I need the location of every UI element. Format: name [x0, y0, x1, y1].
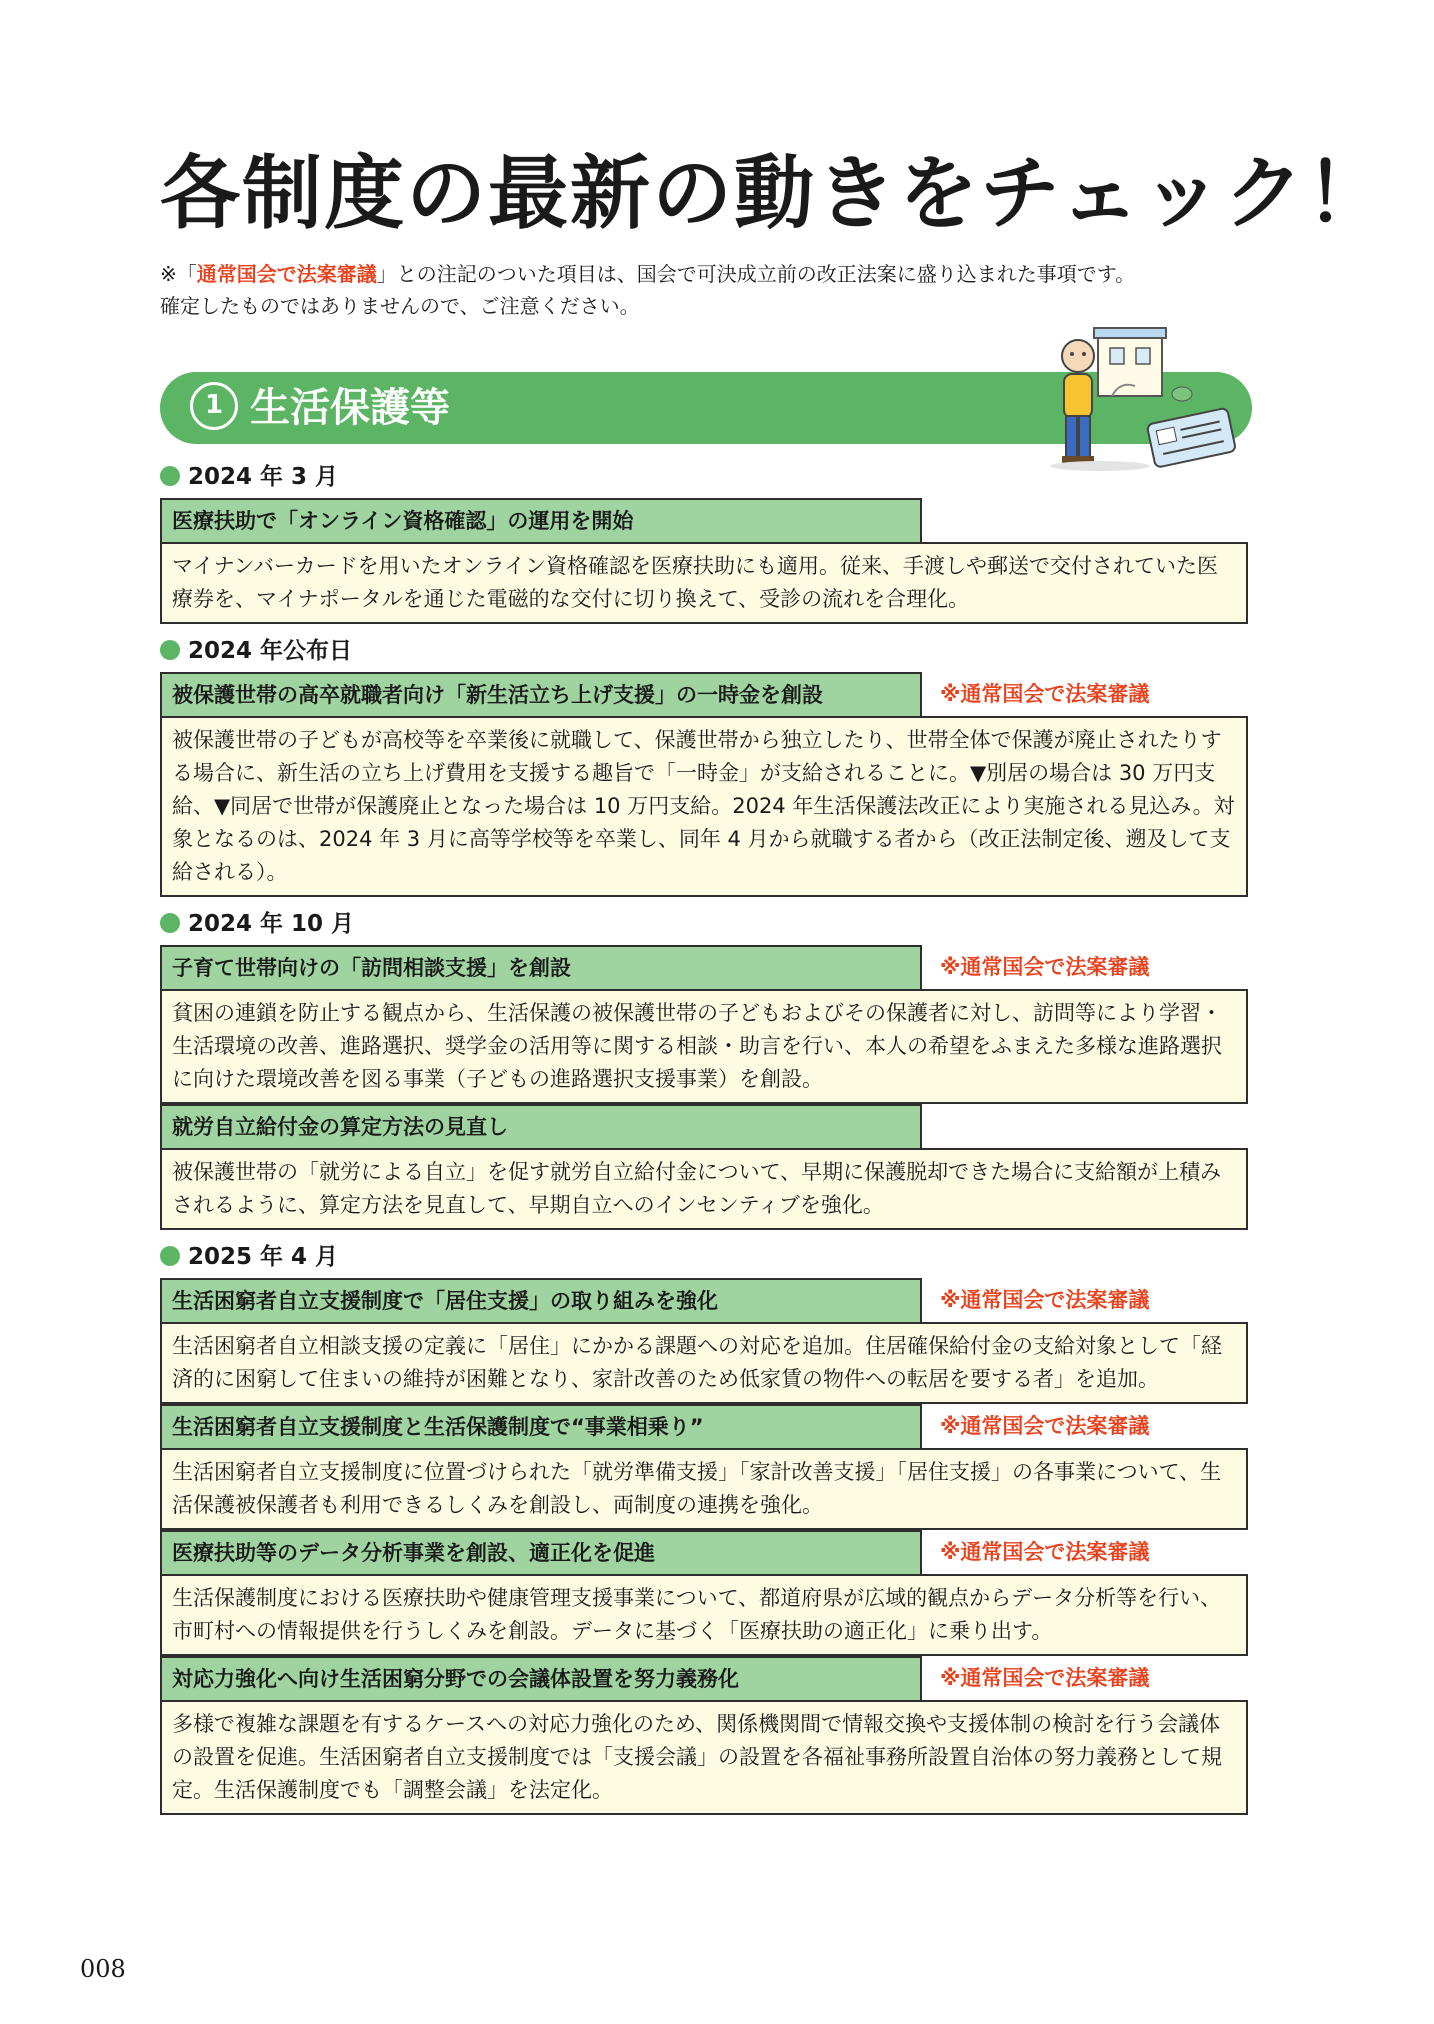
item-body: 多様で複雑な課題を有するケースへの対応力強化のため、関係機関間で情報交換や支援体制の検討を行う会議体の設置を促進。生活困窮者自立支援制度では「支援会議」の設置を各福祉事務所設置自治体の努力義務として規定。生活保護制度でも「調整会議」を法定化。 — [160, 1700, 1248, 1815]
bill-under-review-flag: ※通常国会で法案審議 — [940, 1666, 1150, 1690]
section-title: 1 生活保護等 — [190, 374, 450, 442]
section-number-badge: 1 — [190, 382, 238, 430]
date-label: 2025 年 4 月 — [160, 1240, 1248, 1274]
bullet-dot-icon — [160, 913, 180, 933]
date-label: 2024 年 10 月 — [160, 907, 1248, 941]
item-body: マイナンバーカードを用いたオンライン資格確認を医療扶助にも適用。従来、手渡しや郵送で交付されていた医療券を、マイナポータルを通じた電磁的な交付に切り換えて、受診の流れを合理化。 — [160, 542, 1248, 624]
item-heading: 対応力強化へ向け生活困窮分野での会議体設置を努力義務化 — [160, 1656, 922, 1700]
item-block — [160, 1104, 1248, 1230]
item-heading: 生活困窮者自立支援制度で「居住支援」の取り組みを強化 — [160, 1278, 922, 1322]
notice-text: ※「通常国会で法案審議」との注記のついた項目は、国会で可決成立前の改正法案に盛り込まれた事項です。 確定したものではありませんので、ご注意ください。 — [160, 262, 1136, 318]
item-block — [160, 1656, 1248, 1815]
date-label: 2024 年 3 月 — [160, 460, 1248, 494]
item-heading: 生活困窮者自立支援制度と生活保護制度で“事業相乗り” — [160, 1404, 922, 1448]
item-block — [160, 1404, 1248, 1530]
date-label: 2024 年公布日 — [160, 634, 1248, 668]
notice-highlight: 通常国会で法案審議 — [196, 262, 377, 286]
item-block — [160, 498, 1248, 624]
page-number: 008 — [80, 1955, 126, 1983]
page-title: 各制度の最新の動きをチェック！ — [160, 147, 1388, 240]
item-body: 生活保護制度における医療扶助や健康管理支援事業について、都道府県が広域的観点からデータ分析等を行い、市町村への情報提供を行うしくみを創設。データに基づく「医療扶助の適正化」に乗り出す。 — [160, 1574, 1248, 1656]
bill-under-review-flag: ※通常国会で法案審議 — [940, 1540, 1150, 1564]
bullet-dot-icon — [160, 1246, 180, 1266]
item-heading: 医療扶助で「オンライン資格確認」の運用を開始 — [160, 498, 922, 542]
item-block — [160, 1278, 1248, 1404]
item-body: 被保護世帯の「就労による自立」を促す就労自立給付金について、早期に保護脱却できた場合に支給額が上積みされるように、算定方法を見直して、早期自立へのインセンティブを強化。 — [160, 1148, 1248, 1230]
item-body: 貧困の連鎖を防止する観点から、生活保護の被保護世帯の子どもおよびその保護者に対し、訪問等により学習・生活環境の改善、進路選択、奨学金の活用等に関する相談・助言を行い、本人の希望をふまえた多様な進路選択に向けた環境改善を図る事業（子どもの進路選択支援事業）を創設。 — [160, 989, 1248, 1104]
bill-under-review-flag: ※通常国会で法案審議 — [940, 1288, 1150, 1312]
item-heading: 就労自立給付金の算定方法の見直し — [160, 1104, 922, 1148]
bill-under-review-flag: ※通常国会で法案審議 — [940, 955, 1150, 979]
item-block — [160, 945, 1248, 1104]
item-heading: 子育て世帯向けの「訪問相談支援」を創設 — [160, 945, 922, 989]
item-block — [160, 672, 1248, 897]
bullet-dot-icon — [160, 466, 180, 486]
item-block — [160, 1530, 1248, 1656]
bill-under-review-flag: ※通常国会で法案審議 — [940, 1414, 1150, 1438]
bill-under-review-flag: ※通常国会で法案審議 — [940, 682, 1150, 706]
item-heading: 被保護世帯の高卒就職者向け「新生活立ち上げ支援」の一時金を創設 — [160, 672, 922, 716]
bullet-dot-icon — [160, 640, 180, 660]
item-heading: 医療扶助等のデータ分析事業を創設、適正化を促進 — [160, 1530, 922, 1574]
item-body: 生活困窮者自立相談支援の定義に「居住」にかかる課題への対応を追加。住居確保給付金の支給対象として「経済的に困窮して住まいの維持が困難となり、家計改善のため低家賃の物件への転居を要する者」を追加。 — [160, 1322, 1248, 1404]
content-area — [160, 450, 1248, 1815]
item-body: 生活困窮者自立支援制度に位置づけられた「就労準備支援」「家計改善支援」「居住支援」の各事業について、生活保護被保護者も利用できるしくみを創設し、両制度の連携を強化。 — [160, 1448, 1248, 1530]
item-body: 被保護世帯の子どもが高校等を卒業後に就職して、保護世帯から独立したり、世帯全体で保護が廃止されたりする場合に、新生活の立ち上げ費用を支援する趣旨で「一時金」が支給されることに。▼別居の場合は 30 万円支給、▼同居で世帯が保護廃止となった場合は 10 万円支給。2024 年生活保護法改正により実施される見込み。対象となるのは、2024 年 3 月に高等学校等を卒業し、同年 4 月から就職する者から（改正法制定後、遡及して支給される）。 — [160, 716, 1248, 897]
